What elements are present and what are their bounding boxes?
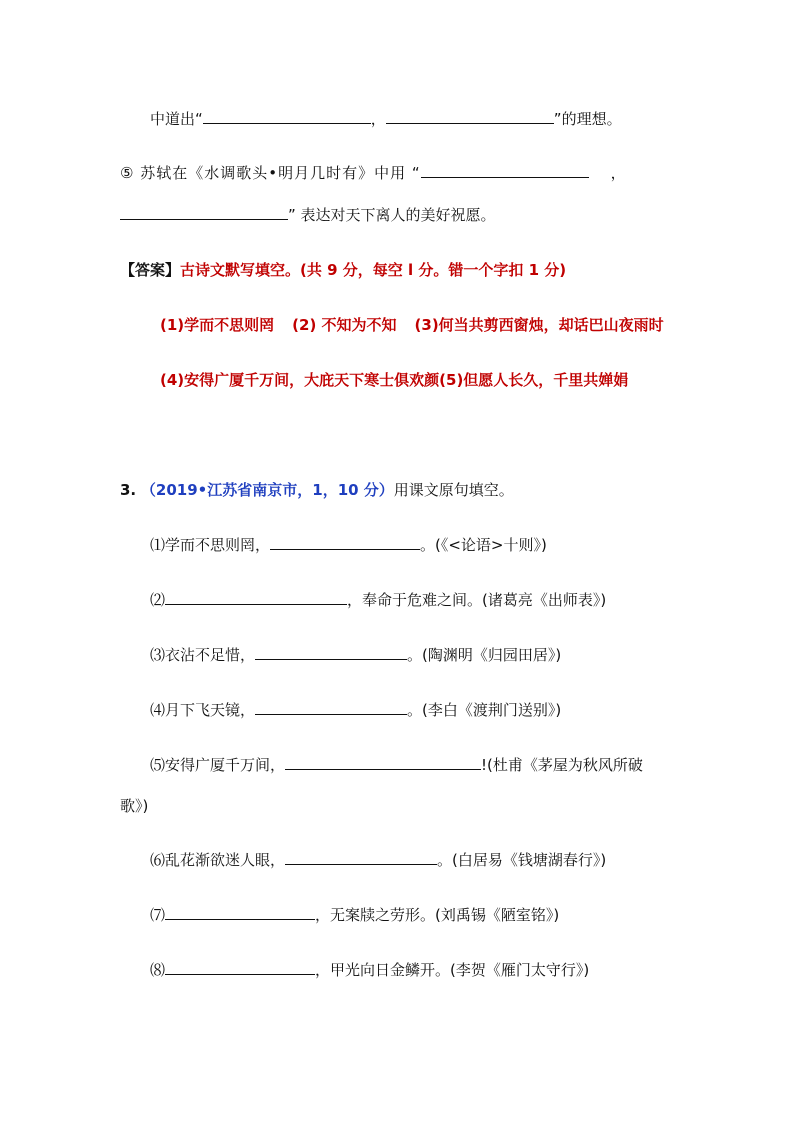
q3-item-8 [150,959,589,981]
prev-text: 中道出“ [150,110,203,128]
item-prefix: ⑷月下飞天镜， [150,701,256,719]
answer-blank[interactable] [285,754,481,770]
item-prefix: ⑶衣沾不足惜， [150,646,256,664]
item-suffix: ，奉命于危难之间。(诸葛亮《出师表》) [347,591,607,609]
q3-item-1 [150,534,547,556]
question-title: 用课文原句填空。 [393,481,514,499]
item-suffix: 。(《<论语>十则》) [420,536,547,554]
item-prefix: ⑻ [150,961,166,979]
answer-line-1 [160,314,664,336]
answer-blank[interactable] [165,959,315,975]
q3-item-4 [150,699,561,721]
answer-blank[interactable] [421,162,589,178]
q3-item-2 [150,589,606,611]
item-suffix: ，无案牍之劳形。(刘禹锡《陋室铭》) [315,906,560,924]
q3-item-5 [150,754,643,776]
prev-line-1 [150,108,622,130]
answer-blank[interactable] [270,534,420,550]
answer-blank[interactable] [255,699,407,715]
item-suffix: !(杜甫《茅屋为秋风所破 [481,756,643,774]
answer-item: (4)安得广厦千万间，大庇天下寒士俱欢颜 [160,371,440,389]
question-source: （2019•江苏省南京市，1，10 分） [140,481,394,499]
q3-item-6 [150,849,606,871]
prev-text: ”的理想。 [553,110,622,128]
item-prefix: ⑴学而不思则罔， [150,536,271,554]
item-suffix: 。(白居易《钱塘湖春行》) [437,851,607,869]
prev-line-3 [120,204,496,226]
q3-item-3 [150,644,561,666]
answer-line-2 [160,369,628,391]
answer-heading [120,259,566,281]
q3-item-7 [150,904,559,926]
answer-label: 【答案】 [120,261,181,279]
answer-blank[interactable] [165,904,315,920]
answer-item: (3)何当共剪西窗烛，却话巴山夜雨时 [414,316,664,334]
question-number: 3. [120,481,137,499]
item-suffix: ，甲光向日金鳞开。(李贺《雁门太守行》) [315,961,590,979]
answer-item: (1)学而不思则罔 [160,316,275,334]
answer-blank[interactable] [386,108,554,124]
answer-blank[interactable] [120,204,288,220]
item-prefix: ⑸安得广厦千万间， [150,756,286,774]
prev-line-2 [120,162,627,184]
item-suffix: 歌》) [120,797,149,815]
answer-blank[interactable] [255,644,407,660]
answer-head: 古诗文默写填空。(共 9 分，每空 l 分。错一个字扣 1 分) [180,261,567,279]
prev-text: ， [610,164,627,182]
answer-item: (5)但愿人长久，千里共婵娟 [439,371,629,389]
item-prefix: ⑹乱花渐欲迷人眼， [150,851,286,869]
prev-text: ， [370,110,386,128]
q3-item-5-cont [120,795,148,817]
answer-blank[interactable] [203,108,371,124]
item-prefix: ⑺ [150,906,166,924]
prev-text: ” 表达对天下离人的美好祝愿。 [288,206,496,224]
item-suffix: 。(陶渊明《归园田居》) [407,646,562,664]
question-3-header [120,479,514,501]
answer-blank[interactable] [165,589,347,605]
item-prefix: ⑵ [150,591,166,609]
prev-text: ⑤ 苏轼在《水调歌头•明月几时有》中用 “ [120,164,421,182]
answer-item: (2) 不知为不知 [292,316,397,334]
answer-blank[interactable] [285,849,437,865]
item-suffix: 。(李白《渡荆门送别》) [407,701,562,719]
